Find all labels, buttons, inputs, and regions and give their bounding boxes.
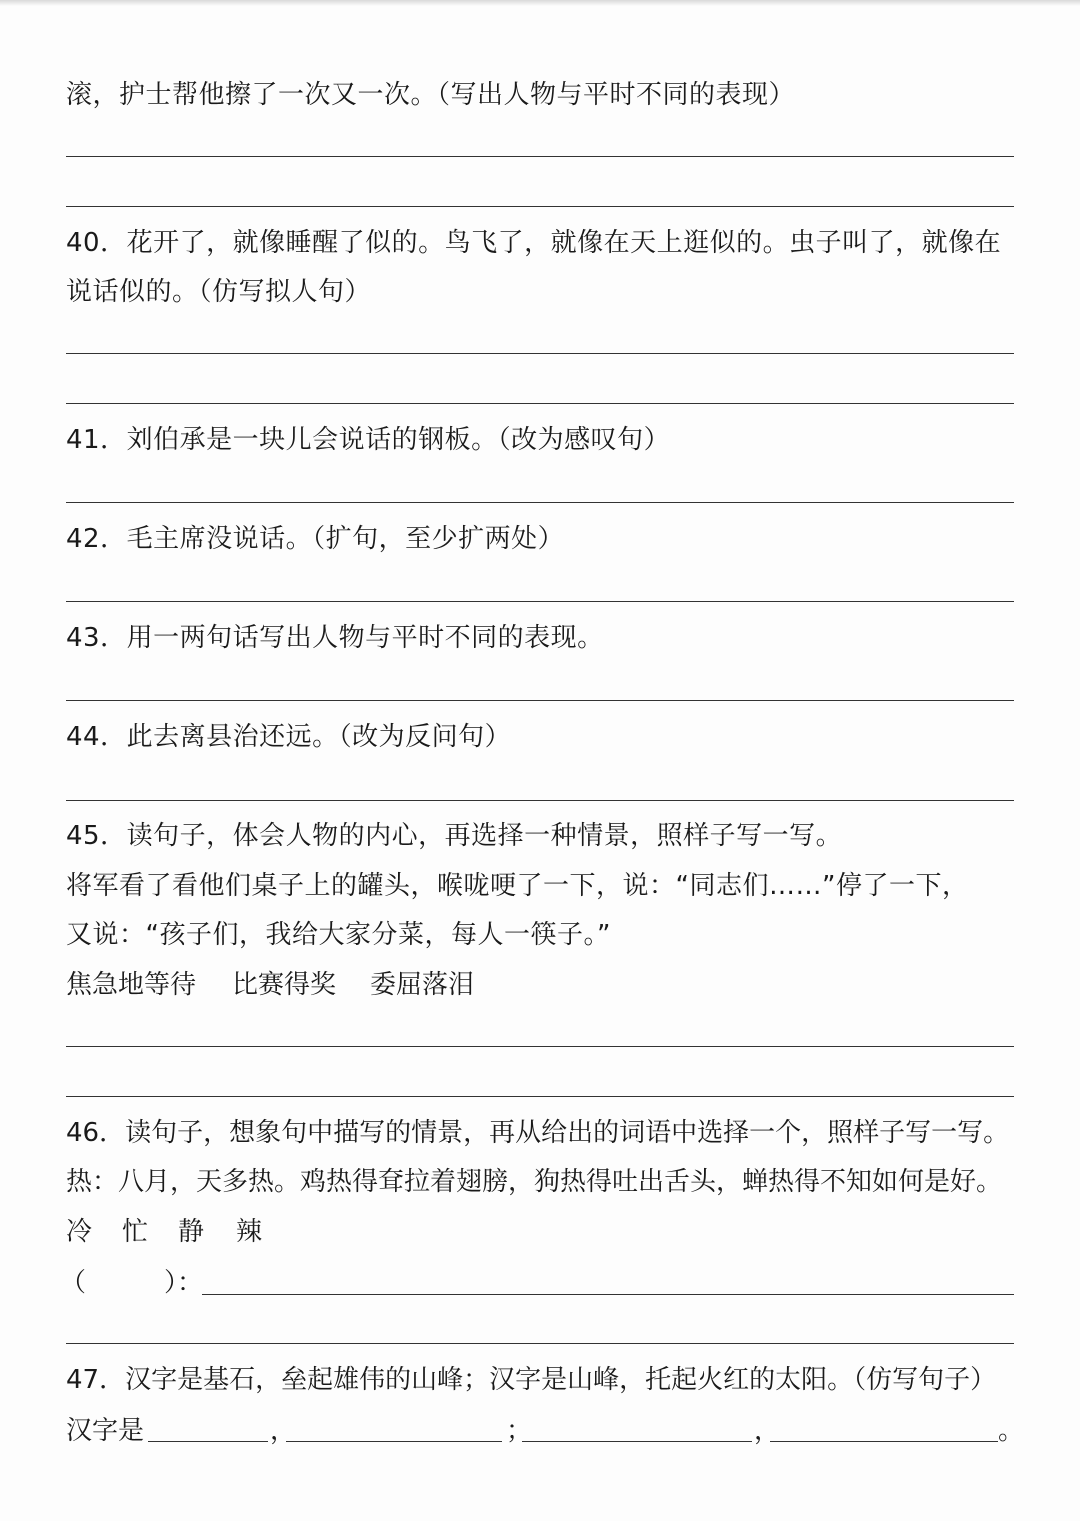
answer-line[interactable] [202,1294,1014,1295]
answer-line[interactable] [66,156,1014,157]
answer-line[interactable] [66,1343,1014,1344]
answer-line[interactable] [66,700,1014,701]
question-45-line3: 又说：“孩子们，我给大家分菜，每人一筷子。” [66,920,611,950]
answer-line[interactable] [66,800,1014,801]
option-word: 忙 [122,1217,149,1247]
answer-line[interactable] [66,1096,1014,1097]
question-46-line2: 热：八月，天多热。鸡热得耷拉着翅膀，狗热得吐出舌头，蝉热得不知如何是好。 [66,1167,1003,1197]
sentence-prefix: 汉字是 [66,1416,145,1446]
option-word: 比赛得奖 [232,970,337,1000]
answer-line[interactable] [66,1046,1014,1047]
question-45-line1: 45．读句子，体会人物的内心，再选择一种情景，照样子写一写。 [66,821,843,851]
answer-line[interactable] [66,403,1014,404]
answer-line[interactable] [66,353,1014,354]
answer-line[interactable] [66,206,1014,207]
fill-blank[interactable] [286,1441,502,1442]
question-46-line1: 46．读句子，想象句中描写的情景，再从给出的词语中选择一个，照样子写一写。 [66,1118,1010,1148]
answer-line[interactable] [66,502,1014,503]
question-43: 43．用一两句话写出人物与平时不同的表现。 [66,623,604,653]
fill-blank[interactable] [522,1441,752,1442]
option-word: 辣 [236,1217,263,1247]
question-45-line2: 将军看了看他们桌子上的罐头，喉咙哽了一下，说：“同志们……”停了一下， [66,871,969,901]
question-47-line1: 47．汉字是基石，垒起雄伟的山峰；汉字是山峰，托起火红的太阳。（仿写句子） [66,1365,997,1395]
sentence-end: 。 [998,1416,1025,1446]
question-40-line2: 说话似的。（仿写拟人句） [66,277,372,307]
blank-label: （ ）： [60,1268,204,1298]
option-word: 焦急地等待 [66,970,197,1000]
fill-blank[interactable] [148,1441,268,1442]
question-42: 42．毛主席没说话。（扩句，至少扩两处） [66,524,565,554]
option-word: 委屈落泪 [370,970,475,1000]
separator: ， [270,1416,297,1446]
page-top-edge [0,0,1080,6]
question-41: 41．刘伯承是一块儿会说话的钢板。（改为感叹句） [66,425,671,455]
option-word: 冷 [66,1217,93,1247]
answer-line[interactable] [66,601,1014,602]
separator: ； [506,1416,533,1446]
question-40-line1: 40．花开了，就像睡醒了似的。鸟飞了，就像在天上逛似的。虫子叫了，就像在 [66,228,1002,258]
separator: ， [754,1416,781,1446]
option-word: 静 [178,1217,205,1247]
question-39-tail: 滚，护士帮他擦了一次又一次。（写出人物与平时不同的表现） [66,80,796,110]
fill-blank[interactable] [770,1441,998,1442]
question-44: 44．此去离县治还远。（改为反问句） [66,722,512,752]
